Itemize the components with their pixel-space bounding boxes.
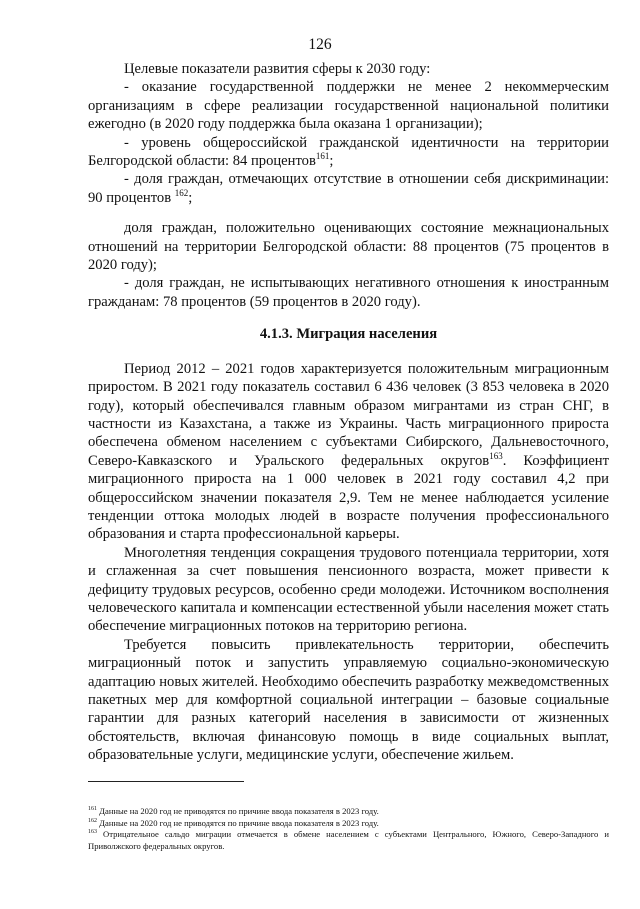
migration-paragraph-3: Требуется повысить привлекательность территории, обеспечить миграционный поток и запустить управляемую социально-экономическую адаптацию новых жителей. Необходимо обеспечить разработку межведомственных пакетных мер для комфортной социальной интеграции – базовые социальные гарантии для разных категорий населения в зависимости от жизненных обстоятельств, включая финансовую помощь в виде социальных выплат, образовательные услуги, медицинские услуги, обеспечение жильем.	[88, 636, 609, 764]
document-body	[88, 60, 609, 765]
footnote-161: $^{161}$ Данные на 2020 год не приводятся по причине ввода показателя в 2023 году.	[88, 806, 379, 816]
section-heading: 4.1.3. Миграция населения	[259, 326, 438, 343]
footnote-divider	[88, 781, 244, 782]
target-item-foreigners: - доля граждан, не испытывающих негативного отношения к иностранным гражданам: 78 процентов (59 процентов в 2020 году).	[88, 275, 609, 310]
migration-paragraph-2: Многолетняя тенденция сокращения трудового потенциала территории, хотя и сглаженная за счет повышения пенсионного возраста, может привести к дефициту трудовых ресурсов, особенно среди молодежи. Источником восполнения человеческого капитала и компенсации естественной убыли населения может стать обеспечение миграционных потоков на территорию региона.	[88, 544, 609, 635]
footnote-ref-161: 161	[315, 151, 330, 162]
target-item-ngo-support: - оказание государственной поддержки не менее 2 некоммерческим организациям в сфере реализации государственной национальной политики ежегодно (в 2020 году поддержка была оказана 1 организации);	[88, 79, 609, 133]
migration-paragraph-1: Период 2012 – 2021 годов характеризуется положительным миграционным приростом. В 2021 году показатель составил 6 436 человек (3 853 человека в 2020 году), который обеспечивался главным образом мигрантами из стран СНГ, в частности из Казахстана, а также из Украины. Часть миграционного прироста обеспечена обменом населением с субъектами Сибирского, Дальневосточного, Северо-Кавказского и Уральского федеральных округов$^{163}$. Коэффициент миграционного прироста на 1 000 человек в 2021 году составил 4,2 при общероссийском значении показателя 2,9. Тем не менее наблюдается усиление тенденции оттока молодых людей в возрасте получения профессионального образования и старта профессиональной карьеры.	[88, 360, 609, 543]
footnotes	[88, 806, 609, 852]
target-item-no-discrimination: - доля граждан, отмечающих отсутствие в отношении себя дискриминации: 90 процентов $^{162}$;	[88, 171, 609, 206]
target-item-interethnic: доля граждан, положительно оценивающих состояние межнациональных отношений на территории Белгородской области: 88 процентов (75 процентов в 2020 году);	[88, 220, 609, 274]
footnote-163: $^{163}$ Отрицательное сальдо миграции отмечается в обмене населением с субъектами Центрального, Южного, Северо-Западного и Приволжского федеральных округов.	[88, 829, 609, 851]
targets-intro: Целевые показатели развития сферы к 2030 году:	[124, 61, 431, 77]
footnote-162: $^{162}$ Данные на 2020 год не приводятся по причине ввода показателя в 2023 году.	[88, 817, 379, 828]
target-item-civic-identity: - уровень общероссийской гражданской идентичности на территории Белгородской области: 84 процентов$^{161}$;	[88, 134, 609, 170]
footnote-ref-163: 163	[489, 450, 503, 461]
page-number: 126	[308, 36, 332, 53]
footnote-ref-162: 162	[174, 187, 189, 198]
